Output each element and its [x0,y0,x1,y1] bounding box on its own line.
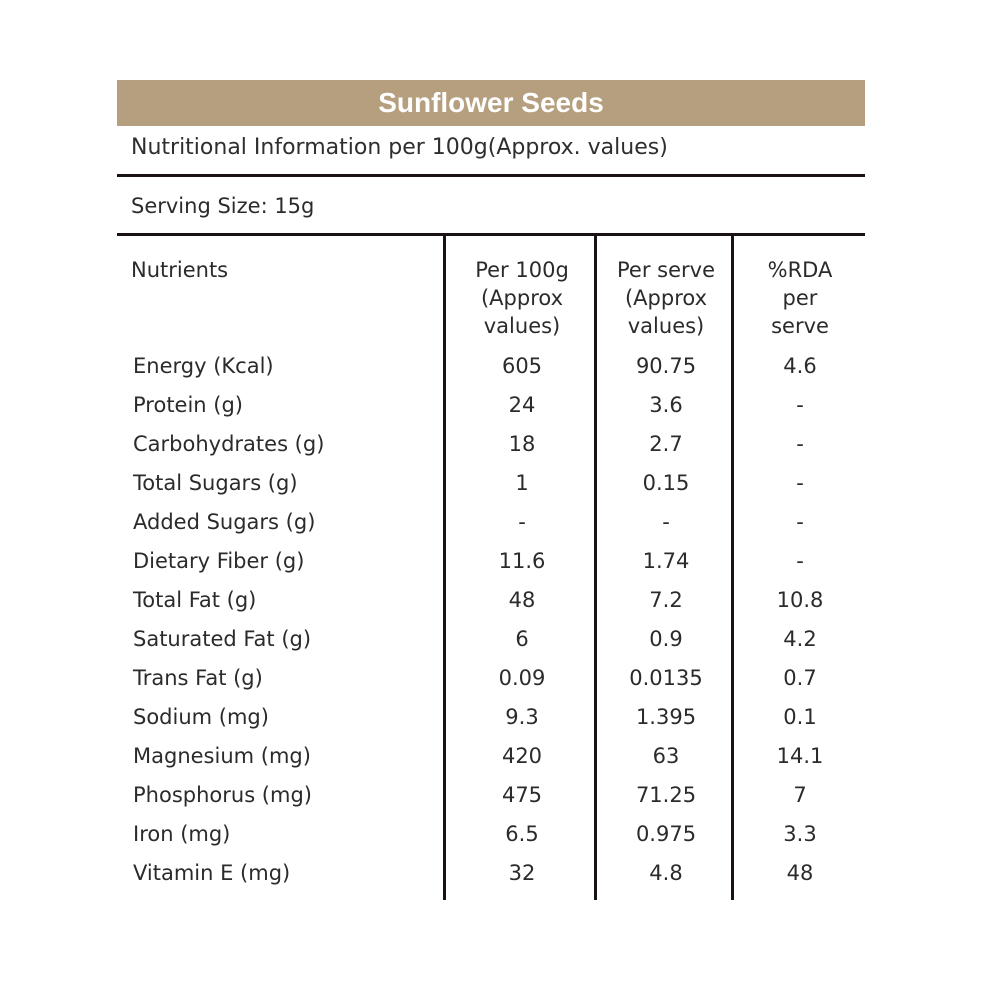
header-per-serve-line: values) [627,314,705,338]
nutrient-name: Vitamin E (mg) [133,861,291,885]
per-100g-value: 6.5 [505,822,539,846]
per-100g-value: 420 [501,744,543,768]
per-serve-value: 3.6 [649,393,683,417]
header-per-100g [447,256,597,340]
rda-value: 4.2 [783,627,817,651]
header-rda-line: serve [771,314,829,338]
table-row [117,425,865,464]
nutrient-name: Sodium (mg) [133,705,269,729]
product-title: Sunflower Seeds [117,80,865,126]
table-row [117,737,865,776]
rda-value: 3.3 [783,822,817,846]
rda-value: 7 [793,783,807,807]
header-rda-line: per [782,286,818,310]
per-100g-value: 0.09 [498,666,546,690]
header-per-serve-line: (Approx [624,286,708,310]
table-row [117,815,865,854]
per-100g-value: 24 [508,393,536,417]
per-100g-value: - [518,510,526,534]
rda-value: - [796,510,804,534]
per-serve-value: 0.975 [635,822,697,846]
per-serve-value: 1.395 [635,705,697,729]
table-row [117,581,865,620]
per-serve-value: 1.74 [642,549,690,573]
nutrient-name: Dietary Fiber (g) [133,549,305,573]
nutrient-name: Saturated Fat (g) [133,627,312,651]
per-serve-value: 4.8 [649,861,683,885]
per-serve-value: 0.0135 [629,666,703,690]
table-row [117,698,865,737]
header-rda-line: %RDA [767,258,833,282]
header-per-100g-line: Per 100g [475,258,569,282]
rda-value: 48 [786,861,814,885]
header-per-100g-line: (Approx [480,286,564,310]
nutrient-name: Total Sugars (g) [133,471,298,495]
per-100g-value: 1 [515,471,529,495]
rda-value: 0.7 [783,666,817,690]
per-100g-value: 48 [508,588,536,612]
nutrition-subtitle: Nutritional Information per 100g(Approx. values) [117,126,865,177]
per-100g-value: 605 [501,354,543,378]
rda-value: 10.8 [776,588,824,612]
nutrient-name: Carbohydrates (g) [133,432,325,456]
nutrient-name: Phosphorus (mg) [133,783,312,807]
per-serve-value: 71.25 [635,783,697,807]
serving-size: Serving Size: 15g [117,177,865,236]
per-100g-value: 32 [508,861,536,885]
per-serve-value: - [662,510,670,534]
table-row [117,854,865,893]
per-100g-value: 475 [501,783,543,807]
rda-value: - [796,393,804,417]
rda-value: - [796,432,804,456]
rda-value: - [796,549,804,573]
rda-value: 14.1 [776,744,824,768]
header-per-serve [598,256,734,340]
nutrient-name: Total Fat (g) [133,588,257,612]
nutrient-name: Trans Fat (g) [133,666,263,690]
rda-value: - [796,471,804,495]
header-per-100g-line: values) [483,314,561,338]
per-100g-value: 6 [515,627,529,651]
nutrient-name: Protein (g) [133,393,244,417]
header-per-serve-line: Per serve [617,258,715,282]
table-row [117,464,865,503]
per-serve-value: 7.2 [649,588,683,612]
nutrient-name: Added Sugars (g) [133,510,316,534]
header-nutrients: Nutrients [131,258,229,282]
rda-value: 0.1 [783,705,817,729]
per-serve-value: 90.75 [635,354,697,378]
table-row [117,659,865,698]
nutrient-name: Iron (mg) [133,822,231,846]
table-row [117,347,865,386]
table-row [117,776,865,815]
nutrient-name: Energy (Kcal) [133,354,274,378]
table-row [117,620,865,659]
table-row [117,386,865,425]
per-100g-value: 9.3 [505,705,539,729]
nutrition-label [117,80,865,900]
nutrition-table [117,236,865,900]
rda-value: 4.6 [783,354,817,378]
per-serve-value: 63 [652,744,680,768]
per-serve-value: 2.7 [649,432,683,456]
header-rda [735,256,865,340]
nutrient-name: Magnesium (mg) [133,744,311,768]
table-row [117,503,865,542]
per-serve-value: 0.9 [649,627,683,651]
table-row [117,542,865,581]
per-100g-value: 11.6 [498,549,546,573]
per-100g-value: 18 [508,432,536,456]
per-serve-value: 0.15 [642,471,690,495]
